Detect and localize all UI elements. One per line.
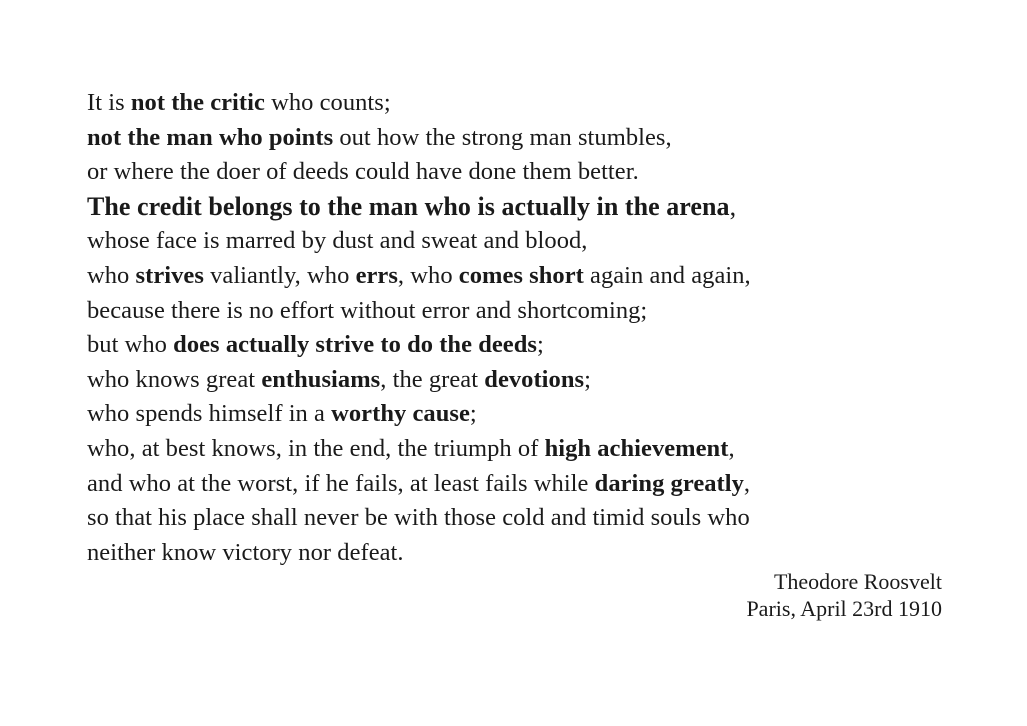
quote-line (87, 259, 967, 294)
quote-emphasis: The credit belongs to the man who is actually in the arena (87, 191, 730, 221)
quote-emphasis: does actually strive to do the deeds (173, 331, 537, 359)
quote-text: who counts; (264, 89, 391, 116)
quote-emphasis: enthusiams (261, 365, 381, 393)
quote-line (87, 121, 967, 156)
quote-emphasis: worthy cause (331, 400, 470, 428)
quote-line (87, 86, 967, 121)
quote-line (87, 190, 967, 225)
quote-emphasis: errs (355, 261, 398, 289)
quote-text: , the great (380, 365, 485, 393)
quote-text: ; (469, 400, 477, 428)
quote-emphasis: daring greatly (594, 469, 744, 497)
attribution-place-date: Paris, April 23rd 1910 (746, 596, 942, 621)
quote-text: It is (87, 89, 131, 116)
attribution-author: Theodore Roosvelt (773, 569, 942, 594)
quote-emphasis: comes short (458, 261, 584, 289)
quote-line (87, 397, 967, 432)
quote-line (87, 501, 967, 536)
quote-line (87, 224, 967, 259)
quote-line (87, 363, 967, 398)
quote-text: who (87, 261, 136, 289)
quote-text: but who (87, 331, 174, 359)
quote-line (87, 432, 967, 467)
quote-text: , (743, 469, 751, 497)
quote-text: who, at best knows, in the end, the triumph of (87, 434, 545, 462)
attribution (746, 568, 942, 622)
quote-text: because there is no effort without error and shortcoming; (87, 296, 648, 324)
quote-line (87, 294, 967, 329)
quote-line (87, 467, 967, 502)
quote-text: or where the doer of deeds could have done them better. (87, 158, 639, 186)
quote-text: valiantly, who (203, 261, 356, 289)
quote-text: and who at the worst, if he fails, at least fails while (87, 469, 595, 497)
quote-text: out how the strong man stumbles, (333, 123, 672, 151)
quote-line (87, 155, 967, 190)
quote-block (87, 86, 967, 570)
quote-text: whose face is marred by dust and sweat and blood, (87, 227, 588, 255)
quote-line (87, 328, 967, 363)
quote-text: who spends himself in a (87, 400, 332, 428)
quote-text: neither know victory nor defeat. (87, 538, 404, 566)
quote-emphasis: devotions (484, 365, 585, 393)
quote-text: , (728, 434, 735, 462)
quote-emphasis: not the critic (130, 89, 265, 116)
quote-text: , who (397, 261, 459, 289)
quote-emphasis: strives (135, 261, 204, 289)
quote-text: , (729, 191, 737, 221)
quote-text: so that his place shall never be with those cold and timid souls who (87, 504, 750, 532)
quote-text: again and again, (583, 261, 751, 289)
quote-text: ; (584, 365, 591, 393)
quote-text: who knows great (87, 365, 262, 393)
quote-line (87, 536, 967, 571)
quote-emphasis: high achievement (544, 434, 729, 462)
quote-emphasis: not the man who points (87, 123, 334, 151)
quote-text: ; (537, 331, 544, 359)
